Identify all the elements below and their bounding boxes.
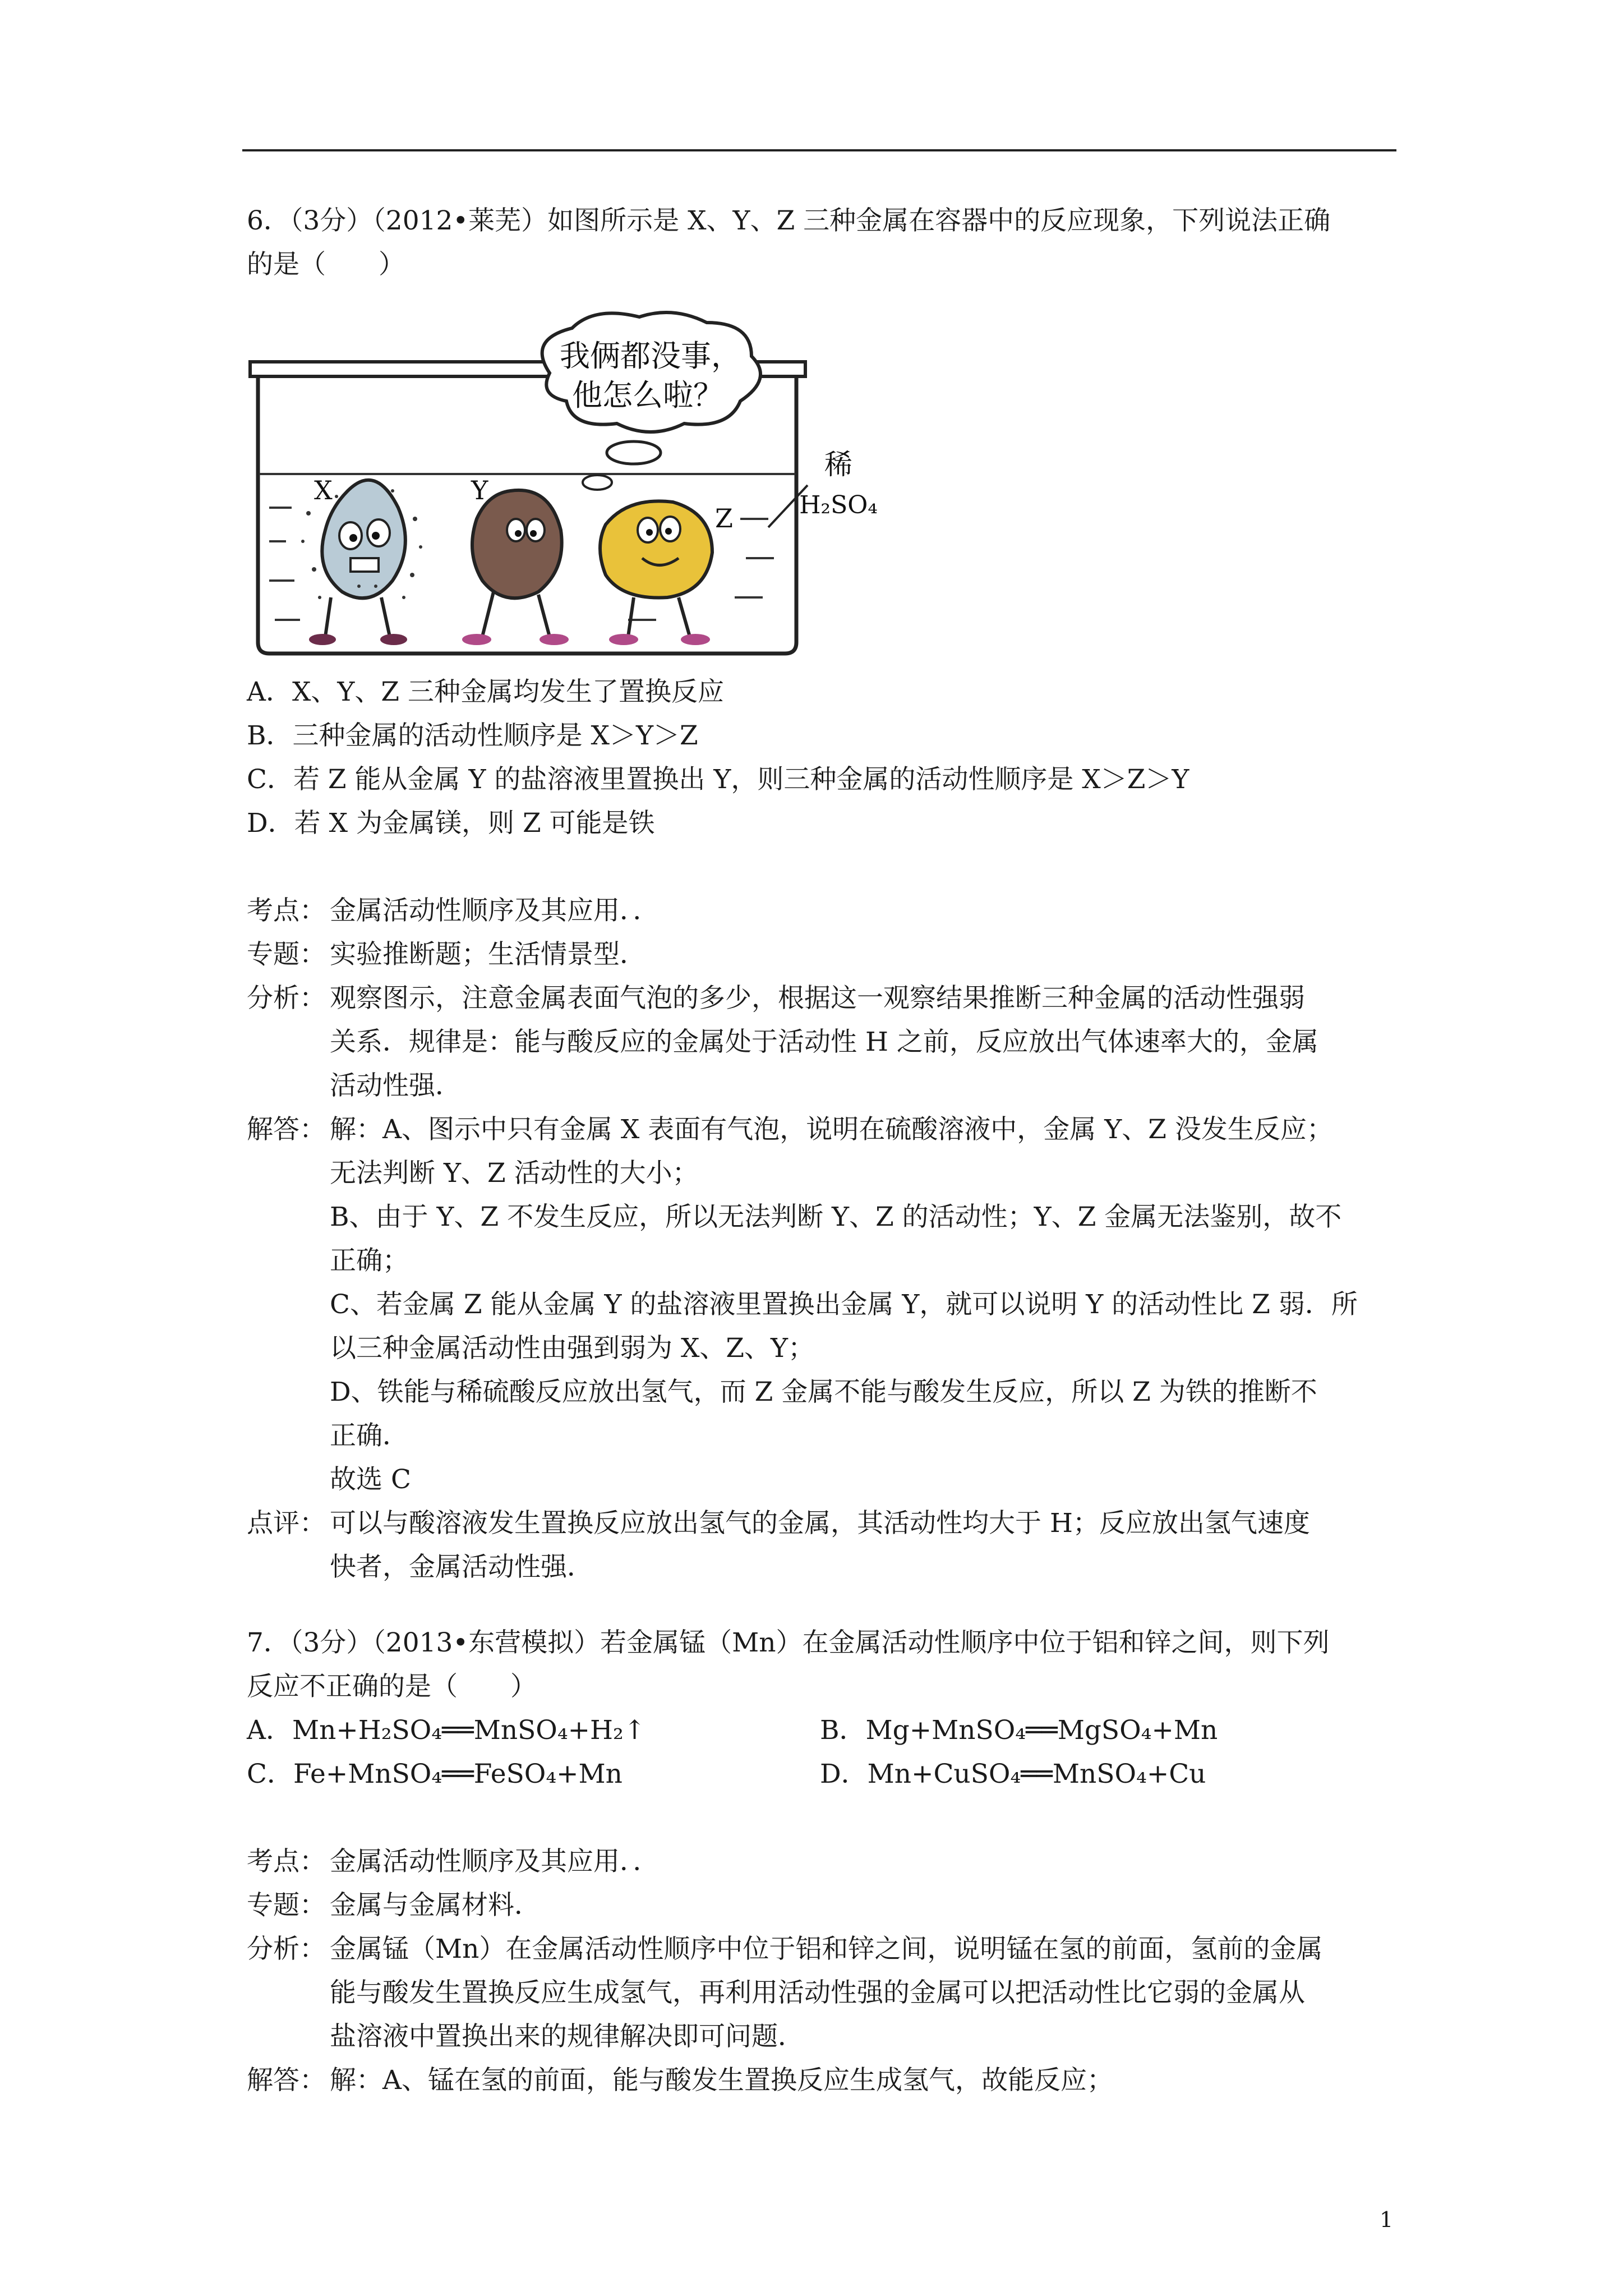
- q6-option-c: C．若 Z 能从金属 Y 的盐溶液里置换出 Y，则三种金属的活动性顺序是 X＞Z＞Y: [247, 764, 1189, 795]
- question-7: [247, 1621, 1396, 2102]
- q7-stem-line-2: 反应不正确的是（ ）: [247, 1671, 537, 1702]
- page-number: 1: [1380, 2207, 1394, 2232]
- q6-zhuanti: 专题： 实验推断题；生活情景型．: [247, 939, 646, 970]
- q7-option-d: D．Mn+CuSO₄══MnSO₄+Cu: [820, 1759, 1206, 1789]
- q6-dianping: 点评： 可以与酸溶液发生置换反应放出氢气的金属，其活动性均大于 H；反应放出氢气速度 快者，金属活动性强．: [247, 1508, 1310, 1582]
- label-y: Y: [471, 475, 488, 505]
- bubble-text-line-1: 我俩都没事，: [560, 338, 741, 374]
- acid-label-formula: H₂SO₄: [799, 491, 878, 519]
- header-rule: [242, 149, 1396, 151]
- metal-z-character: [600, 501, 712, 645]
- metal-y-character: [462, 490, 569, 645]
- q7-stem-line-1: 7．（3分）（2013•东营模拟）若金属锰（Mn）在金属活动性顺序中位于铝和锌之间，则下列: [247, 1627, 1330, 1658]
- q7-zhuanti: 专题： 金属与金属材料．: [247, 1890, 541, 1921]
- q6-option-d: D．若 X 为金属镁，则 Z 可能是铁: [247, 808, 655, 839]
- q6-jieda: 解答： 解：A、图示中只有金属 X 表面有气泡，说明在硫酸溶液中，金属 Y、Z 没发生反应； 无法判断 Y、Z 活动性的大小； B、由于 Y、Z 不发生反应，所以无法判断 Y、Z 的活动性；Y、Z 金属无法鉴别，故不 正确； C、若金属 Z 能从金属 Y 的盐溶液里置换出金属 Y，就可以说明 Y 的活动性比 Z 弱．所 以三种金属活动性由强到弱为 X、Z、Y； D、铁能与稀硫酸反应放出氢气，而 Z 金属不能与酸发生反应，所以 Z 为铁的推断不 正确． 故选 C: [247, 1114, 1358, 1495]
- q7-option-c: C．Fe+MnSO₄══FeSO₄+Mn: [247, 1759, 623, 1789]
- q7-option-b: B．Mg+MnSO₄══MgSO₄+Mn: [820, 1715, 1218, 1746]
- acid-label-dilute: 稀: [824, 448, 852, 481]
- q6-body: [247, 670, 1396, 1589]
- q6-option-a: A．X、Y、Z 三种金属均发生了置换反应: [247, 677, 725, 707]
- bubble-text-line-2: 他怎么啦？: [572, 378, 723, 413]
- q7-kaodian: 考点： 金属活动性顺序及其应用．．: [247, 1846, 660, 1877]
- q7-option-a: A．Mn+H₂SO₄══MnSO₄+H₂↑: [247, 1715, 646, 1746]
- label-z: Z: [715, 503, 733, 533]
- q6-stem-line-1: 6．（3分）（2012•莱芜）如图所示是 X、Y、Z 三种金属在容器中的反应现象，下列说法正确: [247, 205, 1331, 236]
- q6-fenxi: 分析： 观察图示，注意金属表面气泡的多少，根据这一观察结果推断三种金属的活动性强弱 关系．规律是：能与酸反应的金属处于活动性 H 之前，反应放出气体速率大的，金属 活动性强．: [247, 983, 1318, 1101]
- q6-stem-line-2: 的是（ ）: [247, 249, 405, 280]
- q6-figure-beaker: [247, 306, 886, 665]
- question-6-stem: [247, 199, 1396, 287]
- q7-jieda: 解答： 解：A、锰在氢的前面，能与酸发生置换反应生成氢气，故能反应；: [247, 2065, 1113, 2096]
- q6-option-b: B．三种金属的活动性顺序是 X＞Y＞Z: [247, 720, 698, 751]
- label-x: X: [314, 475, 333, 505]
- q6-kaodian: 考点： 金属活动性顺序及其应用．．: [247, 895, 660, 926]
- q7-fenxi: 分析： 金属锰（Mn）在金属活动性顺序中位于铝和锌之间，说明锰在氢的前面，氢前的金属 能与酸发生置换反应生成氢气，再利用活动性强的金属可以把活动性比它弱的金属从 盐溶液中置换出来的规律解决即可问题．: [247, 1934, 1323, 2052]
